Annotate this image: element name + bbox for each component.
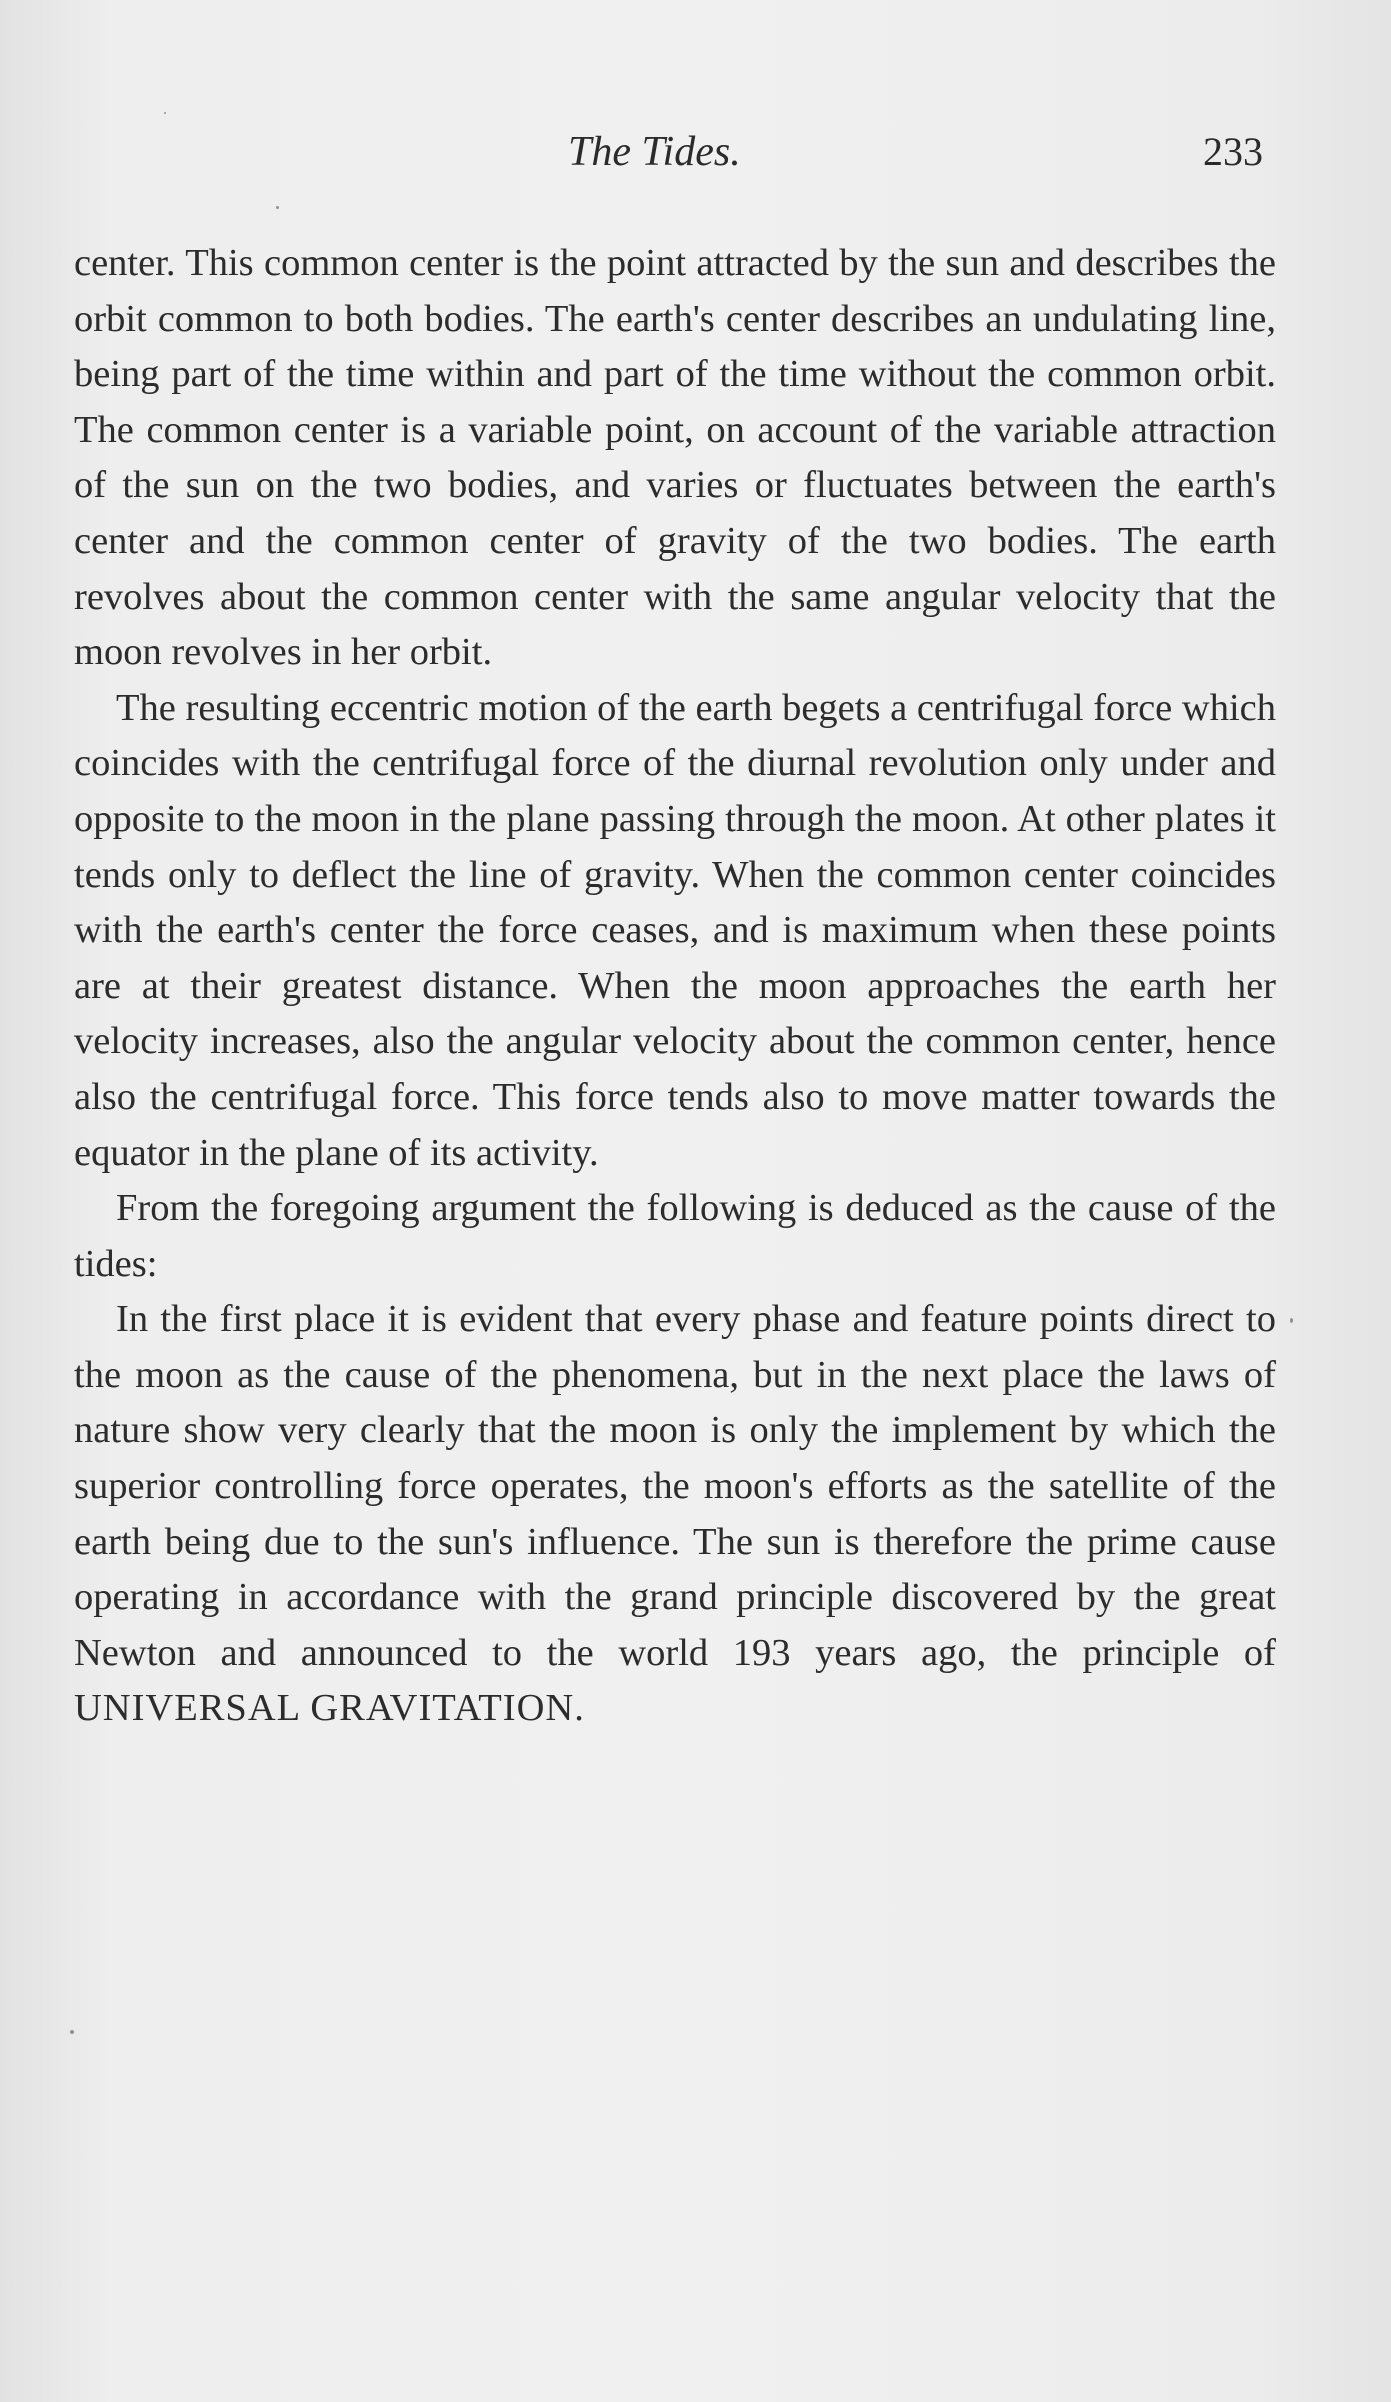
page-number: 233 [1203, 129, 1263, 174]
universal-gravitation-term: UNIVERSAL GRAVITATION. [74, 1687, 585, 1730]
running-head [0, 128, 1391, 188]
paragraph-4 [74, 1292, 1276, 1737]
body-text [74, 236, 1276, 1737]
print-speck [276, 206, 279, 209]
paragraph-1: center. This common center is the point attracted by the sun and describes the orbit common to both bodies. The earth's center describes an undulating line, being part of the time within and part of the time without the common orbit. The common center is a variable point, on account of the variable attraction of the sun on the two bodies, and varies or fluctuates between the earth's center and the common center of gravity of the two bodies. The earth revolves about the common center with the same angular velocity that the moon revolves in her orbit. [74, 242, 1276, 674]
paragraph-4-text: In the first place it is evident that every phase and feature points direct to the moon as the cause of the phenomena, but in the next place the laws of nature show very clearly that the moon is only the implement by which the superior controlling force operates, the moon's efforts as the satellite of the earth being due to the sun's influence. The sun is therefore the prime cause operating in accordance with the grand principle discovered by the great Newton and announced to the world 193 years ago, the principle of [74, 1298, 1276, 1674]
running-title: The Tides. [568, 129, 741, 175]
print-speck [70, 2030, 74, 2034]
print-speck [164, 112, 166, 114]
paragraph-2: The resulting eccentric motion of the earth begets a centrifugal force which coincides with the centrifugal force of the diurnal revolution only under and opposite to the moon in the plane passing through the moon. At other plates it tends only to deflect the line of gravity. When the common center coincides with the earth's center the force ceases, and is maximum when these points are at their greatest distance. When the moon approaches the earth her velocity increases, also the angular velocity about the common center, hence also the centrifugal force. This force tends also to move matter towards the equator in the plane of its activity. [74, 686, 1276, 1174]
print-speck [1290, 1318, 1293, 1323]
paragraph-3: From the foregoing argument the following is deduced as the cause of the tides: [74, 1187, 1276, 1285]
